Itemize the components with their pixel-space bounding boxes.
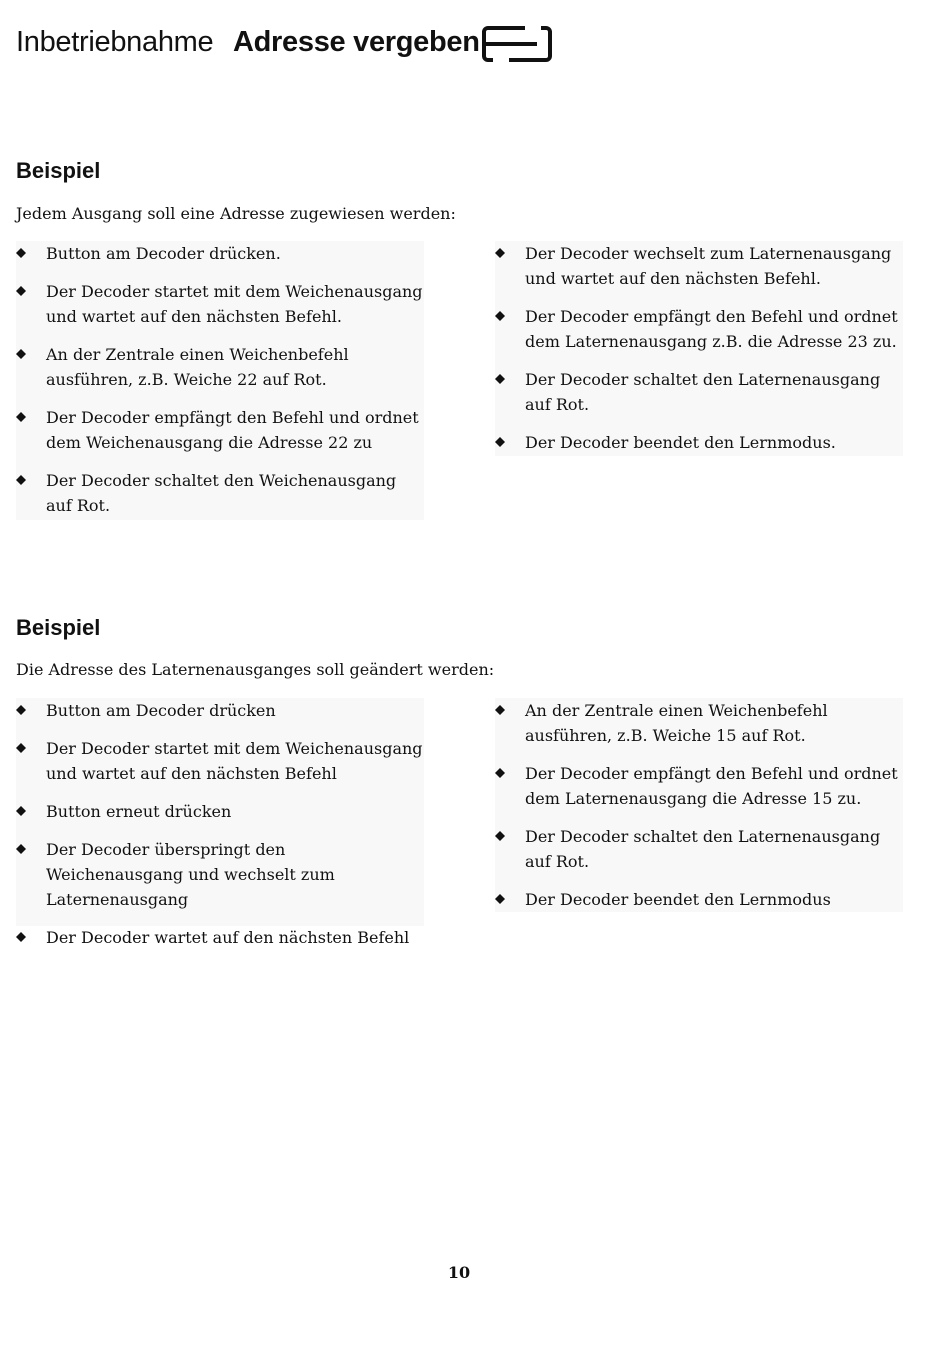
list-item: Der Decoder schaltet den Laternenausgang auf Rot.	[495, 824, 903, 874]
diamond-bullet-icon	[495, 374, 505, 384]
example-2-steps-left	[16, 698, 424, 947]
diamond-bullet-icon	[495, 705, 505, 715]
diamond-bullet-icon	[16, 248, 26, 258]
page-number: 10	[447, 1263, 471, 1282]
diamond-bullet-icon	[16, 412, 26, 422]
diamond-bullet-icon	[16, 743, 26, 753]
diamond-bullet-icon	[495, 311, 505, 321]
page-header	[16, 24, 616, 68]
address-card-icon	[481, 24, 553, 64]
list-item: Der Decoder empfängt den Befehl und ordnet dem Laternenausgang z.B. die Adresse 23 zu.	[495, 304, 903, 354]
diamond-bullet-icon	[16, 932, 26, 942]
example-2-steps-right	[495, 698, 903, 912]
list-item: Der Decoder empfängt den Befehl und ordnet dem Weichenausgang die Adresse 22 zu	[16, 405, 424, 455]
diamond-bullet-icon	[495, 894, 505, 904]
example-1-intro: Jedem Ausgang soll eine Adresse zugewiesen werden:	[16, 204, 456, 223]
list-item: Der Decoder wartet auf den nächsten Befehl	[16, 925, 424, 950]
diamond-bullet-icon	[16, 844, 26, 854]
list-item: Der Decoder startet mit dem Weichenausgang und wartet auf den nächsten Befehl	[16, 736, 424, 786]
list-item: Der Decoder beendet den Lernmodus.	[495, 430, 903, 455]
list-item: An der Zentrale einen Weichenbefehl ausführen, z.B. Weiche 22 auf Rot.	[16, 342, 424, 392]
diamond-bullet-icon	[16, 806, 26, 816]
list-item: Button am Decoder drücken.	[16, 241, 424, 266]
example-1-title: Beispiel	[16, 158, 101, 183]
section-name: Inbetriebnahme	[16, 26, 214, 58]
example-1-steps-left	[16, 241, 424, 520]
page-title: Adresse vergeben	[233, 26, 480, 58]
diamond-bullet-icon	[16, 286, 26, 296]
diamond-bullet-icon	[16, 349, 26, 359]
diamond-bullet-icon	[495, 437, 505, 447]
list-item: Der Decoder schaltet den Laternenausgang auf Rot.	[495, 367, 903, 417]
list-item: Der Decoder startet mit dem Weichenausgang und wartet auf den nächsten Befehl.	[16, 279, 424, 329]
list-item: Button erneut drücken	[16, 799, 424, 824]
list-item: Button am Decoder drücken	[16, 698, 424, 723]
list-item: Der Decoder wechselt zum Laternenausgang und wartet auf den nächsten Befehl.	[495, 241, 903, 291]
list-item: Der Decoder überspringt den Weichenausgang und wechselt zum Laternenausgang	[16, 837, 424, 912]
diamond-bullet-icon	[16, 705, 26, 715]
list-item: Der Decoder beendet den Lernmodus	[495, 887, 903, 912]
diamond-bullet-icon	[16, 475, 26, 485]
diamond-bullet-icon	[495, 248, 505, 258]
list-item: Der Decoder schaltet den Weichenausgang auf Rot.	[16, 468, 424, 518]
diamond-bullet-icon	[495, 768, 505, 778]
example-1-steps-right	[495, 241, 903, 456]
example-2-intro: Die Adresse des Laternenausganges soll geändert werden:	[16, 660, 495, 679]
example-2-title: Beispiel	[16, 615, 101, 640]
list-item: Der Decoder empfängt den Befehl und ordnet dem Laternenausgang die Adresse 15 zu.	[495, 761, 903, 811]
diamond-bullet-icon	[495, 831, 505, 841]
list-item: An der Zentrale einen Weichenbefehl ausführen, z.B. Weiche 15 auf Rot.	[495, 698, 903, 748]
